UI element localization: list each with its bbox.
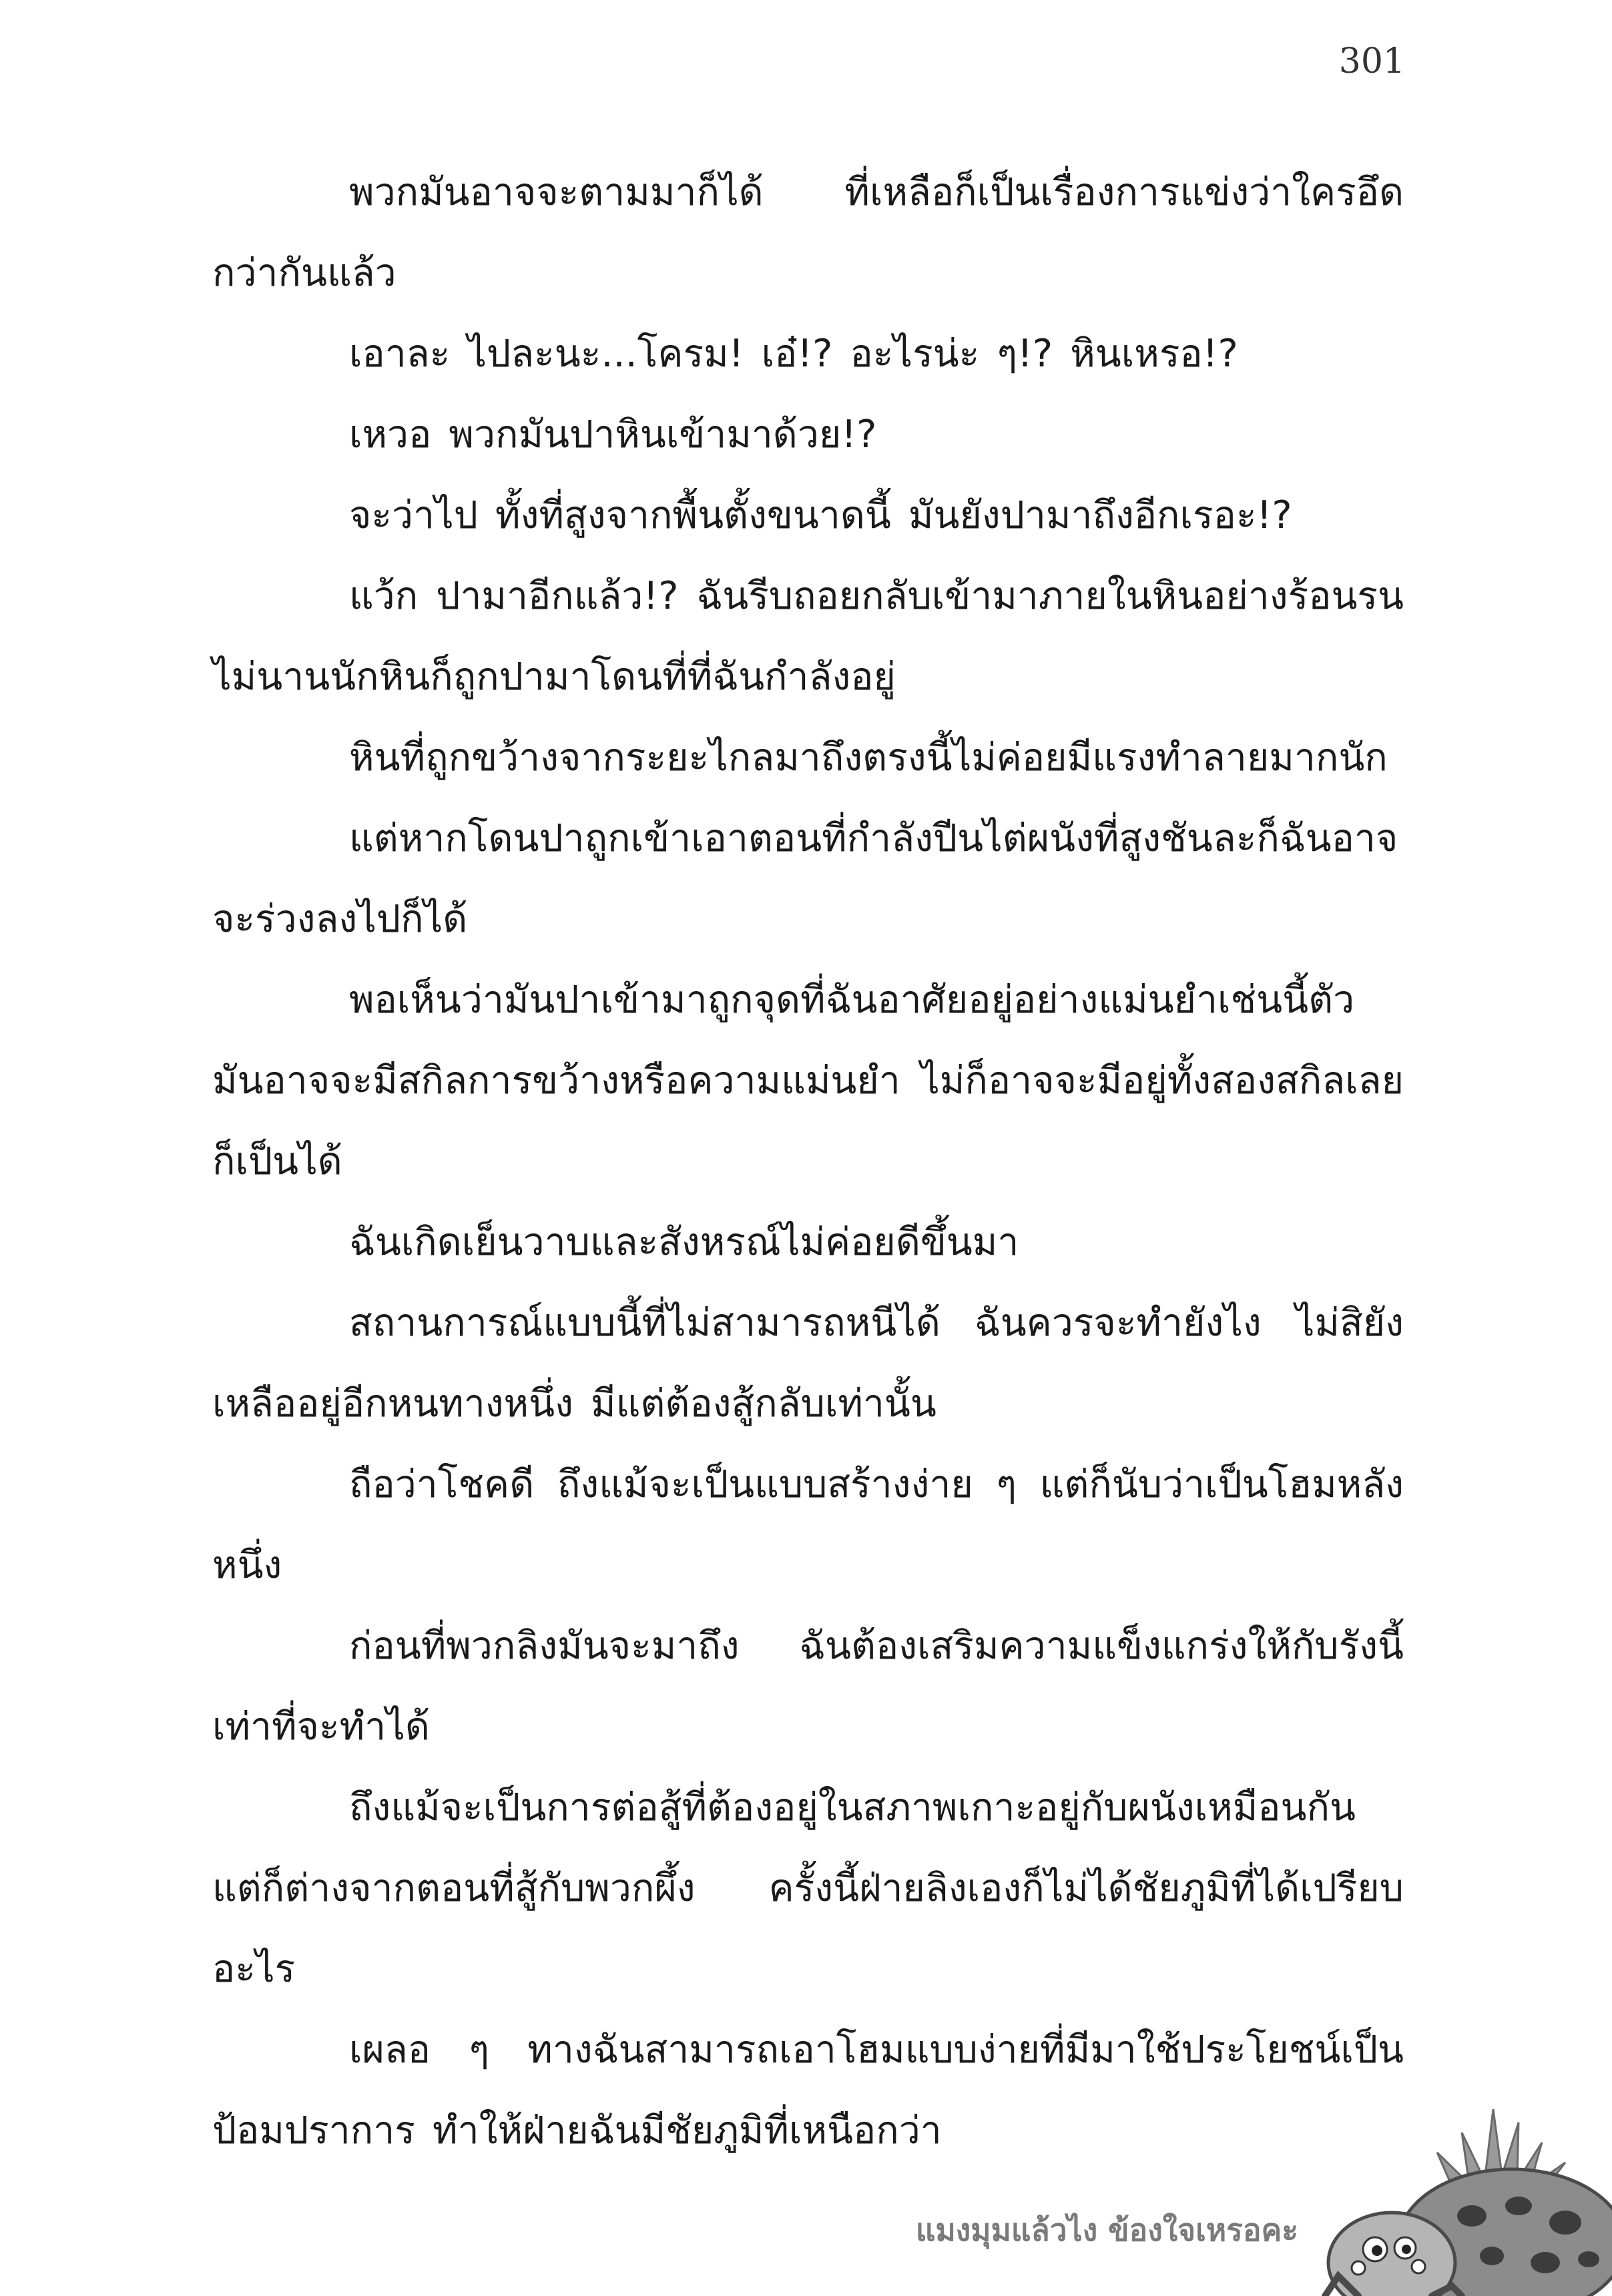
paragraph: จะว่าไป ทั้งที่สูงจากพื้นตั้งขนาดนี้ มันยังปามาถึงอีกเรอะ!?	[349, 493, 1292, 537]
paragraph: ฉันเกิดเย็นวาบและสังหรณ์ไม่ค่อยดีขึ้นมา	[349, 1220, 1019, 1264]
paragraph: หินที่ถูกขว้างจากระยะไกลมาถึงตรงนี้ไม่ค่อยมีแรงทำลายมากนัก	[349, 736, 1388, 780]
paragraph: ถือว่าโชคดี ถึงแม้จะเป็นแบบสร้างง่าย ๆ แต่ก็นับว่าเป็นโฮมหลังหนึ่ง	[212, 1462, 1404, 1587]
paragraph: สถานการณ์แบบนี้ที่ไม่สามารถหนีได้ ฉันควรจะทำยังไง ไม่สิยังเหลืออยู่อีกหนทางหนึ่ง มีแต่ต้องสู้กลับเท่านั้น	[212, 1301, 1404, 1426]
page-number: 301	[1338, 41, 1405, 81]
spider-mascot-icon	[1318, 2096, 1612, 2296]
paragraph: เอาละ ไปละนะ...โครม! เอ๋!? อะไรน่ะ ๆ!? หินเหรอ!?	[349, 332, 1238, 376]
paragraph: เหวอ พวกมันปาหินเข้ามาด้วย!?	[349, 412, 877, 457]
paragraph: เผลอ ๆ ทางฉันสามารถเอาโฮมแบบง่ายที่มีมาใช้ประโยชน์เป็นป้อมปราการ ทำให้ฝ่ายฉันมีชัยภูมิที่เหนือกว่า	[212, 2028, 1404, 2152]
body-text	[212, 152, 1404, 2171]
paragraph: แต่หากโดนปาถูกเข้าเอาตอนที่กำลังปีนไต่ผนังที่สูงชันละก็ฉันอาจจะร่วงลงไปก็ได้	[212, 816, 1398, 941]
paragraph: พวกมันอาจจะตามมาก็ได้ ที่เหลือก็เป็นเรื่องการแข่งว่าใครอึดกว่ากันแล้ว	[212, 170, 1404, 295]
series-title: แมงมุมแล้วไง ข้องใจเหรอคะ	[915, 2212, 1298, 2248]
page-footer	[915, 2096, 1612, 2296]
paragraph: ก่อนที่พวกลิงมันจะมาถึง ฉันต้องเสริมความแข็งแกร่งให้กับรังนี้เท่าที่จะทำได้	[212, 1624, 1404, 1749]
paragraph: แว้ก ปามาอีกแล้ว!? ฉันรีบถอยกลับเข้ามาภายในหินอย่างร้อนรน ไม่นานนักหินก็ถูกปามาโดนที่ที่ฉันกำลังอยู่	[212, 574, 1404, 699]
paragraph: พอเห็นว่ามันปาเข้ามาถูกจุดที่ฉันอาศัยอยู่อย่างแม่นยำเช่นนี้ตัวมันอาจจะมีสกิลการขว้างหรือความแม่นยำ ไม่ก็อาจจะมีอยู่ทั้งสองสกิลเลยก็เป็นได้	[212, 978, 1404, 1183]
paragraph: ถึงแม้จะเป็นการต่อสู้ที่ต้องอยู่ในสภาพเกาะอยู่กับผนังเหมือนกัน แต่ก็ต่างจากตอนที่สู้กับพวกผึ้ง ครั้งนี้ฝ่ายลิงเองก็ไม่ได้ชัยภูมิที่ได้เปรียบอะไร	[212, 1785, 1404, 1991]
